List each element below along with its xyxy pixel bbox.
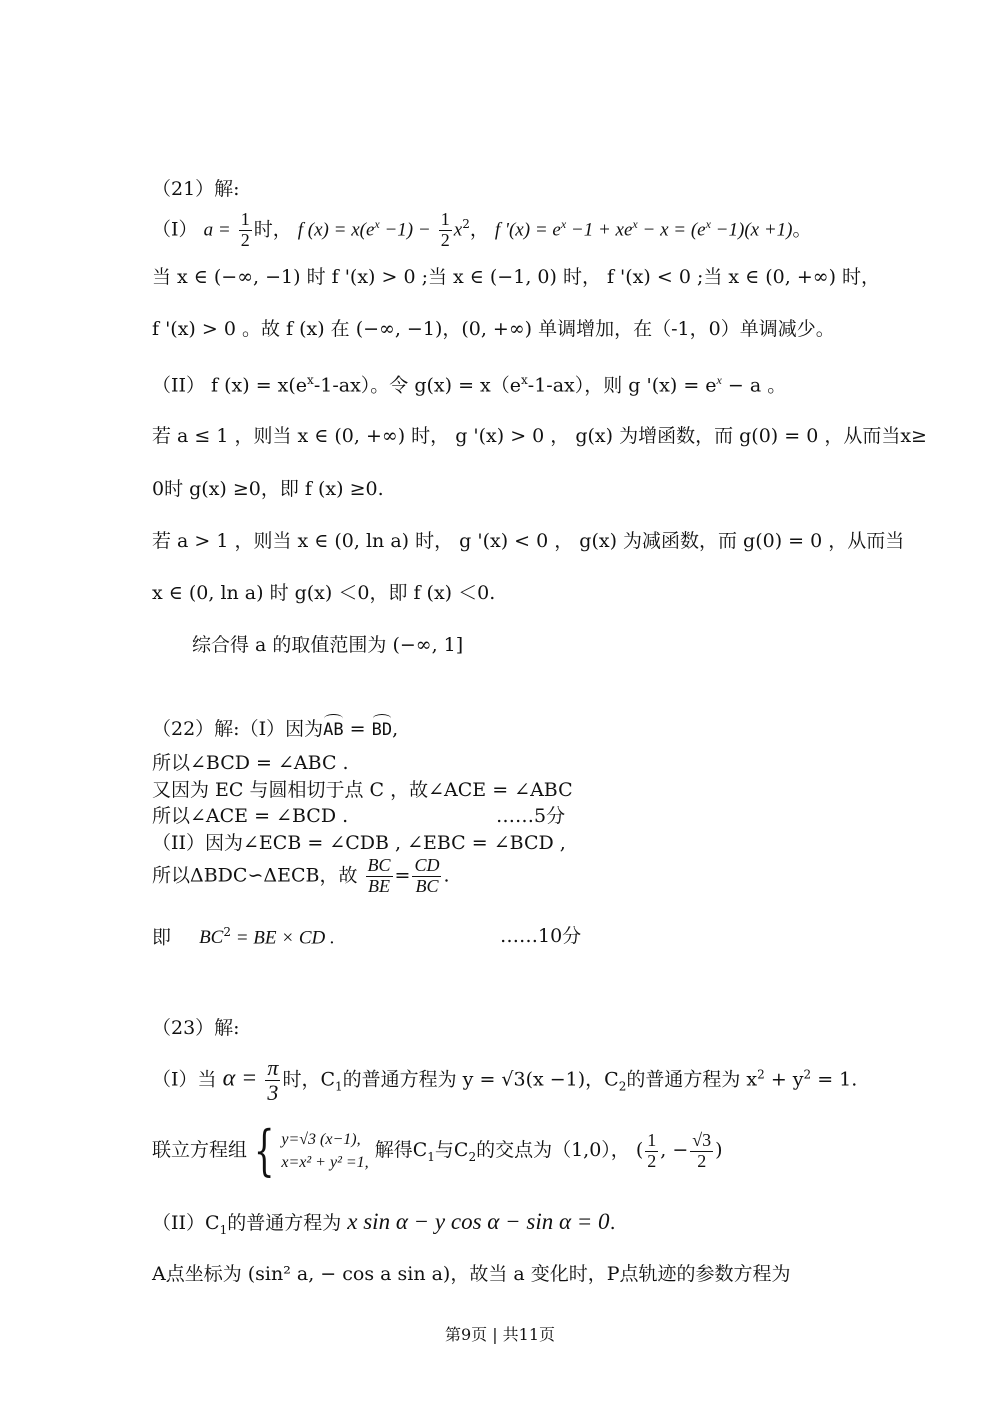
p22-line4: 所以∠ACE = ∠BCD . bbox=[152, 805, 349, 827]
frac-num: 1 bbox=[240, 209, 250, 229]
arc-bd: BD bbox=[372, 716, 392, 740]
p21-line4 bbox=[152, 373, 786, 397]
p21-l1-lead: （I） bbox=[152, 218, 198, 241]
p22-l7-bc: BC bbox=[199, 927, 224, 949]
frac-num: π bbox=[267, 1055, 279, 1080]
p21-line7: 若 a > 1 ，则当 x ∈ (0, ln a) 时， g '(x) < 0 ， g(x) 为减函数，而 g(0) = 0 ，从而当 bbox=[152, 530, 905, 552]
p23-l2-b: 解得C bbox=[374, 1139, 428, 1161]
p22-score-10: ……10分 bbox=[500, 925, 582, 947]
p21-line6: 0时 g(x) ≥0，即 f (x) ≥0. bbox=[152, 478, 384, 500]
frac-num: BC bbox=[367, 855, 391, 875]
p21-l1-fp2: −1 + xe bbox=[566, 219, 633, 241]
p22-line2: 所以∠BCD = ∠ABC . bbox=[152, 752, 349, 774]
frac-num: 1 bbox=[440, 209, 450, 229]
frac-num: 1 bbox=[647, 1129, 657, 1150]
p21-l1-fprime: f '(x) = e bbox=[494, 219, 561, 241]
exp: x bbox=[521, 373, 528, 387]
sub: 1 bbox=[219, 1222, 228, 1237]
p23-line4: A点坐标为 (sin² a, − cos a sin a)，故当 a 变化时，P点轨迹的参数方程为 bbox=[152, 1263, 791, 1285]
p22-line3: 又因为 EC 与圆相切于点 C ，故∠ACE = ∠ABC bbox=[152, 779, 573, 801]
exp: x bbox=[632, 216, 638, 231]
p21-l4-b: -1-ax）。令 g(x) = x（e bbox=[313, 374, 522, 397]
exp: x bbox=[307, 373, 314, 387]
p23-l3-b: 的普通方程为 bbox=[227, 1212, 342, 1234]
frac-num: CD bbox=[414, 855, 440, 875]
p23-l2-c: 与C bbox=[434, 1139, 469, 1161]
p23-l1-d: 的普通方程为 x bbox=[626, 1068, 758, 1091]
paren: ) bbox=[715, 1139, 723, 1161]
frac-den: 2 bbox=[240, 229, 250, 250]
p21-line9: 综合得 a 的取值范围为 (−∞, 1] bbox=[192, 634, 464, 656]
p23-heading: （23）解: bbox=[152, 1017, 240, 1039]
alpha-eq: α = bbox=[222, 1065, 258, 1092]
p23-l2-d: 的交点为（1,0）， bbox=[476, 1139, 630, 1161]
p21-l1-a: a = bbox=[203, 219, 231, 241]
p21-line8: x ∈ (0, ln a) 时 g(x) ＜0，即 f (x) ＜0. bbox=[152, 582, 496, 604]
frac-bc-be bbox=[366, 856, 393, 897]
frac-num: √3 bbox=[692, 1129, 712, 1150]
equals: = bbox=[349, 718, 366, 740]
sys-eq1: y=√3 (x−1), bbox=[281, 1130, 361, 1148]
p23-line3 bbox=[152, 1208, 616, 1237]
sub: 2 bbox=[618, 1079, 627, 1094]
exp: x bbox=[705, 216, 711, 231]
exp: 2 bbox=[223, 925, 231, 939]
sys-eq2: x=x² + y² =1, bbox=[281, 1154, 369, 1171]
frac-half bbox=[239, 210, 252, 251]
frac-den: 2 bbox=[647, 1150, 657, 1171]
exp: 2 bbox=[462, 216, 470, 231]
brace-icon: { bbox=[253, 1119, 275, 1182]
p22-l7-eq: = BE × CD . bbox=[230, 927, 335, 949]
frac-den: 2 bbox=[697, 1150, 707, 1171]
exp: 2 bbox=[757, 1067, 765, 1082]
p21-l1-fp3: − x = (e bbox=[637, 219, 706, 241]
paren: ( bbox=[635, 1139, 644, 1161]
period: . bbox=[443, 864, 450, 887]
p21-l1-t1: 时， bbox=[253, 218, 292, 241]
frac-sqrt3-2 bbox=[690, 1131, 713, 1172]
p22-l6-text: 所以ΔBDC∽ΔECB，故 bbox=[152, 864, 358, 887]
arc-ab: AB bbox=[323, 716, 343, 740]
p23-l1-b: 时，C bbox=[282, 1068, 335, 1091]
frac-pi-3 bbox=[265, 1056, 280, 1105]
frac-den: BE bbox=[368, 875, 391, 896]
exp: x bbox=[560, 216, 567, 231]
sub: 1 bbox=[334, 1079, 343, 1094]
p22-l7-ji: 即 bbox=[152, 926, 172, 949]
p21-line2: 当 x ∈ (−∞, −1) 时 f '(x) > 0 ;当 x ∈ (−1, 0) 时， f '(x) < 0 ;当 x ∈ (0, +∞) 时， bbox=[152, 266, 881, 288]
frac-cd-bc bbox=[412, 856, 441, 897]
p23-l3-equation: x sin α − y cos α − sin α = 0 bbox=[347, 1209, 610, 1234]
sub: 1 bbox=[427, 1149, 435, 1164]
frac-den: 3 bbox=[267, 1080, 279, 1106]
p22-line5: （II）因为∠ECB = ∠CDB , ∠EBC = ∠BCD , bbox=[152, 832, 566, 854]
p23-l1-c: 的普通方程为 y = √3(x −1)，C bbox=[342, 1068, 619, 1091]
p23-l1-f: = 1. bbox=[811, 1068, 858, 1091]
p23-l1-e: + y bbox=[764, 1068, 804, 1091]
p21-l1-fdef3: x bbox=[453, 219, 463, 241]
frac-den: 2 bbox=[440, 229, 450, 250]
p21-line3: f '(x) > 0 。故 f (x) 在 (−∞, −1)，(0, +∞) 单调增加，在（-1，0）单调减少。 bbox=[152, 318, 835, 340]
p22-line6: 所以ΔBDC∽ΔECB，故 $\frac{BC}{BE}$ = $\frac{CD}{BC}$ . bbox=[152, 855, 450, 896]
period: 。 bbox=[792, 218, 812, 241]
page-footer: 第9页 | 共11页 bbox=[444, 1325, 556, 1344]
p21-line1 bbox=[152, 210, 812, 251]
equation-system bbox=[281, 1128, 368, 1174]
exp: x bbox=[716, 373, 722, 387]
p21-heading: （21）解: bbox=[152, 178, 240, 200]
p22-line7 bbox=[152, 925, 335, 950]
p23-l2-a: 联立方程组 bbox=[152, 1139, 248, 1161]
p21-l4-c: -1-ax），则 g '(x) = e bbox=[527, 374, 717, 397]
exp: 2 bbox=[803, 1067, 812, 1082]
p21-l4-d: − a 。 bbox=[721, 374, 787, 397]
p21-l1-fp4: −1)(x +1) bbox=[710, 219, 793, 241]
frac-den: BC bbox=[415, 875, 439, 896]
p21-l1-fdef2: −1) − bbox=[379, 219, 431, 241]
p21-l1-fdef: f (x) = x(e bbox=[297, 219, 375, 241]
exp: x bbox=[374, 216, 380, 231]
frac-1-2 bbox=[645, 1131, 658, 1172]
p21-line5: 若 a ≤ 1 ，则当 x ∈ (0, +∞) 时， g '(x) > 0 ， g(x) 为增函数，而 g(0) = 0 ，从而当x≥ bbox=[152, 425, 927, 447]
p22-l1-text: （22）解:（I）因为 bbox=[152, 718, 324, 740]
p22-line1 bbox=[152, 716, 398, 741]
p23-pt-mid: , − bbox=[660, 1139, 689, 1161]
p21-l4-a: （II） f (x) = x(e bbox=[152, 374, 308, 397]
period: . bbox=[609, 1212, 616, 1234]
comma: ， bbox=[469, 218, 489, 241]
p22-score-5: ……5分 bbox=[496, 805, 566, 827]
p23-l3-a: （II）C bbox=[152, 1212, 220, 1234]
sub: 2 bbox=[468, 1149, 477, 1164]
p23-l1-a: （I）当 bbox=[152, 1068, 217, 1091]
p23-line1 bbox=[152, 1056, 857, 1105]
p23-line2 bbox=[152, 1119, 723, 1182]
frac-half-2 bbox=[439, 210, 452, 251]
comma: , bbox=[392, 718, 399, 740]
